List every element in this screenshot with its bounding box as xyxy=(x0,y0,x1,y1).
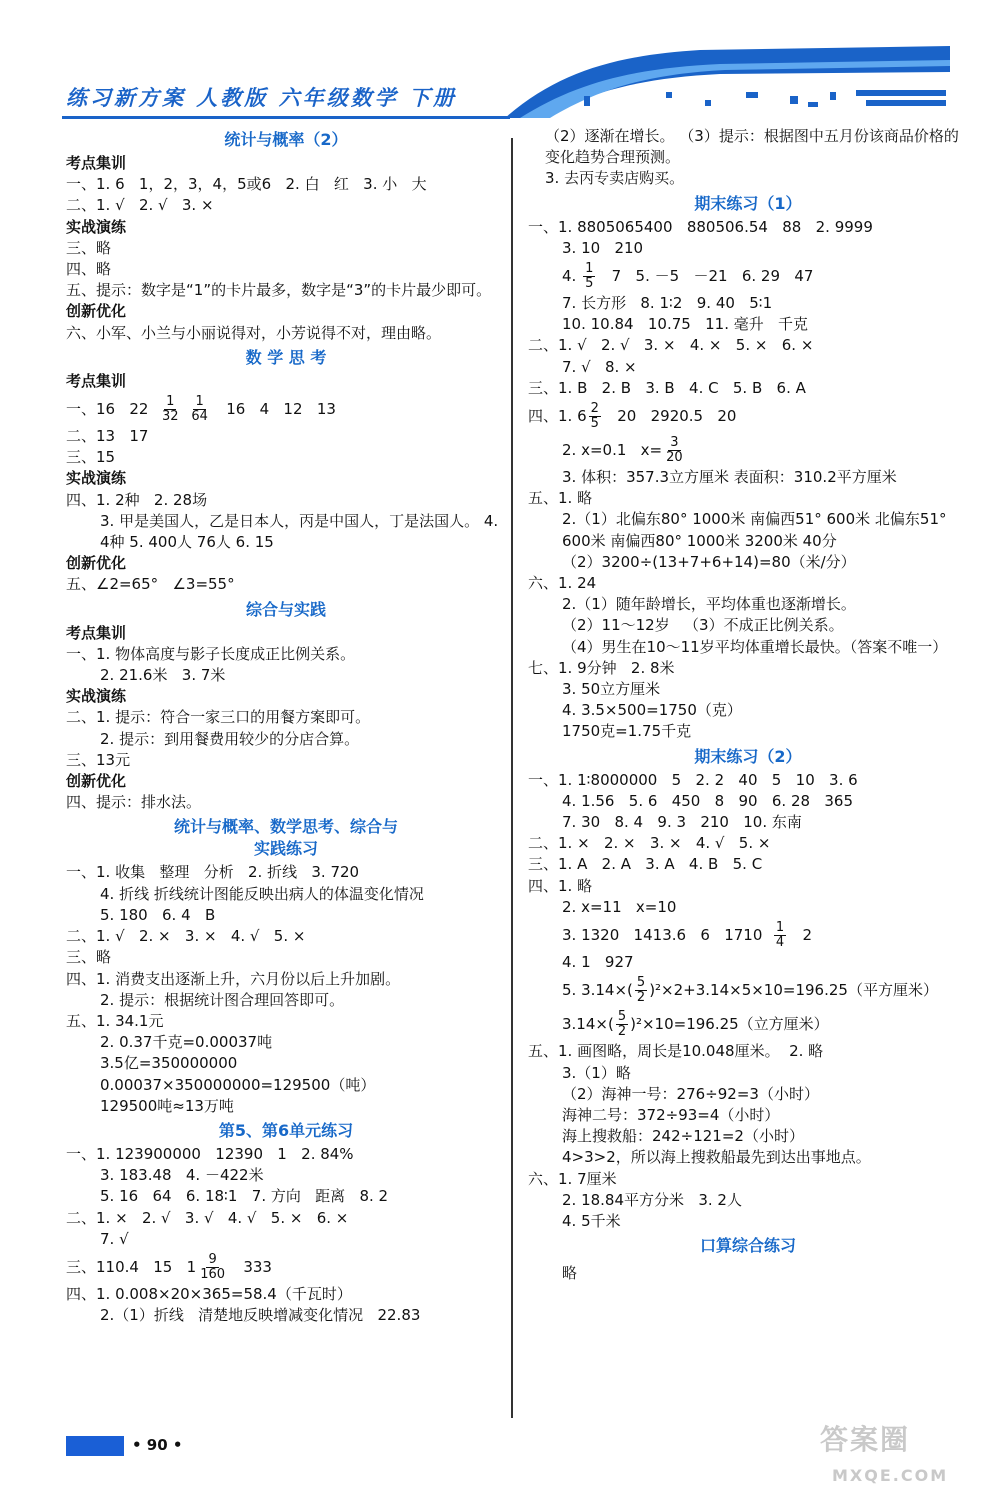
answer-line: 10. 10.84 10.75 11. 毫升 千克 xyxy=(562,315,809,334)
numerator: 5 xyxy=(636,975,646,991)
subsection-label: 考点集训 xyxy=(66,371,127,390)
fraction xyxy=(583,262,595,291)
answer-line: 3. 183.48 4. －422米 xyxy=(100,1166,264,1185)
answer-line: 3. 50立方厘米 xyxy=(562,680,661,699)
header-underline xyxy=(62,116,510,119)
answer-line: 略 xyxy=(562,1264,578,1283)
answer-line: （2）3200÷(13+7+6+14)=80（米/分） xyxy=(562,552,856,571)
answer-text: 3.14×( xyxy=(562,1015,614,1034)
page-number-bar xyxy=(66,1436,124,1456)
answer-line: 3. 甲是美国人，乙是日本人，丙是中国人，丁是法国人。 4. 4种 5. 400人 76人 6. 15 xyxy=(100,511,499,552)
numerator: 9 xyxy=(208,1251,217,1267)
answer-line: 0.00037×350000000=129500（吨） xyxy=(100,1075,376,1094)
answer-line: 7. 长方形 8. 1∶2 9. 40 5∶1 xyxy=(562,294,773,313)
answer-line: 2.（1）随年龄增长，平均体重也逐渐增长。 xyxy=(562,595,856,614)
answer-line: 六、1. 24 xyxy=(528,574,597,593)
denominator: 20 xyxy=(666,450,683,466)
answer-line: （2）11～12岁 （3）不成正比例关系。 xyxy=(562,616,844,635)
fraction xyxy=(635,976,647,1005)
book-series-title: 练习新方案 人教版 六年级数学 下册 xyxy=(66,85,457,110)
subsection-label: 创新优化 xyxy=(66,554,127,573)
right-column xyxy=(528,126,968,1284)
numerator: 1 xyxy=(775,920,785,936)
denominator: 2 xyxy=(617,1024,627,1040)
section-title: 期末练习（1） xyxy=(694,193,802,213)
answer-line: 3.（1）略 xyxy=(562,1063,631,1082)
denominator: 5 xyxy=(590,416,599,432)
section-title: 综合与实践 xyxy=(245,599,326,619)
answer-line: 7. √ 8. × xyxy=(562,357,637,376)
answer-text: )²×10=196.25（立方厘米） xyxy=(630,1015,829,1034)
answer-line: 2. 18.84平方分米 3. 2人 xyxy=(562,1190,742,1209)
answer-line: 一、1. 8805065400 880506.54 88 2. 9999 xyxy=(528,217,873,236)
numerator: 1 xyxy=(585,261,594,277)
answer-line: 六、1. 7厘米 xyxy=(528,1169,617,1188)
answer-text: 7 5. －5 －21 6. 29 47 xyxy=(597,267,814,286)
answer-line: 2. 21.6米 3. 7米 xyxy=(100,666,226,685)
answer-line: 七、1. 9分钟 2. 8米 xyxy=(528,658,675,677)
section-title-continued: 实践练习 xyxy=(253,839,318,859)
answer-line: 2.（1）折线 清楚地反映增减变化情况 22.83 xyxy=(100,1306,421,1325)
answer-text: 16 4 12 13 xyxy=(211,400,336,419)
subsection-label: 实战演练 xyxy=(66,687,127,706)
answer-line: 1750克=1.75千克 xyxy=(562,722,692,741)
subsection-label: 实战演练 xyxy=(66,469,127,488)
watermark-url: MXQE.COM xyxy=(832,1466,949,1485)
answer-line: 二、1. √ 2. × 3. × 4. √ 5. × xyxy=(66,927,306,946)
fraction xyxy=(160,395,181,424)
answer-line: 三、1. B 2. B 3. B 4. C 5. B 6. A xyxy=(528,378,806,397)
section-title: 数 学 思 考 xyxy=(245,347,327,367)
section-title: 第5、第6单元练习 xyxy=(218,1120,354,1140)
watermark-logo: 答案圈 xyxy=(820,1423,911,1456)
subsection-label: 创新优化 xyxy=(66,302,127,321)
answer-text: 四、1. 6 xyxy=(528,407,587,426)
left-column xyxy=(66,126,506,1326)
answer-line: 海神二号：372÷93=4（小时） xyxy=(562,1105,780,1124)
answer-line: 二、1. √ 2. √ 3. × xyxy=(66,196,214,215)
fraction xyxy=(198,1253,227,1282)
answer-text: 333 xyxy=(229,1257,272,1276)
subsection-label: 考点集训 xyxy=(66,623,127,642)
answer-line: 7. 30 8. 4 9. 3 210 10. 东南 xyxy=(562,813,802,832)
answer-line: 4. 1 927 xyxy=(562,953,634,972)
answer-line: 3.5亿=350000000 xyxy=(100,1054,238,1073)
answer-line: 五、1. 34.1元 xyxy=(66,1011,164,1030)
answer-line: 4. 1.56 5. 6 450 8 90 6. 28 365 xyxy=(562,791,853,810)
answer-line: 3. 体积：357.3立方厘米 表面积：310.2平方厘米 xyxy=(562,468,897,487)
answer-line: 五、1. 略 xyxy=(528,489,593,508)
denominator: 64 xyxy=(191,409,208,425)
subsection-label: 创新优化 xyxy=(66,772,127,791)
answer-line: 2. 0.37千克=0.00037吨 xyxy=(100,1033,273,1052)
answer-text: 2 xyxy=(788,926,813,945)
answer-line: 四、1. 0.008×20×365=58.4（千瓦时） xyxy=(66,1284,352,1303)
answer-line: 4. 5千米 xyxy=(562,1211,621,1230)
answer-line xyxy=(66,392,506,426)
answer-line: 二、1. 提示：符合一家三口的用餐方案即可。 xyxy=(66,708,371,727)
answer-text: 20 2920.5 20 xyxy=(602,407,737,426)
answer-line: 4>3>2，所以海上搜救船最先到达出事地点。 xyxy=(562,1148,871,1167)
answer-text: )²×2+3.14×5×10=196.25（平方厘米） xyxy=(649,981,938,1000)
denominator: 4 xyxy=(775,935,785,951)
answer-line: 二、1. √ 2. √ 3. × 4. × 5. × 6. × xyxy=(528,336,814,355)
page-number: • 90 • xyxy=(132,1436,183,1454)
answer-line: 3. 10 210 xyxy=(562,238,644,257)
denominator: 2 xyxy=(636,990,646,1006)
answer-line: 四、1. 消费支出逐渐上升，六月份以后上升加剧。 xyxy=(66,969,401,988)
answer-line xyxy=(528,918,968,952)
answer-line: 5. 16 64 6. 18∶1 7. 方向 距离 8. 2 xyxy=(100,1187,389,1206)
answer-line: （4）男生在10～11岁平均体重增长最快。（答案不唯一） xyxy=(562,637,948,656)
answer-line: 海上搜救船：242÷121=2（小时） xyxy=(562,1127,804,1146)
answer-line: 一、1. 1∶8000000 5 2. 2 40 5 10 3. 6 xyxy=(528,770,858,789)
answer-line: 三、13元 xyxy=(66,750,131,769)
section-title: 口算综合练习 xyxy=(699,1236,796,1256)
subsection-label: 考点集训 xyxy=(66,154,127,172)
answer-text: 2. x=0.1 x= xyxy=(562,441,663,460)
answer-line: 4. 折线 折线统计图能反映出病人的体温变化情况 xyxy=(100,884,424,903)
answer-line: 三、略 xyxy=(66,948,112,967)
answer-line: 2. 提示：到用餐费用较少的分店合算。 xyxy=(100,729,360,748)
section-title: 期末练习（2） xyxy=(694,746,802,766)
answer-line xyxy=(528,433,968,467)
subsection-label: 实战演练 xyxy=(66,217,127,236)
answer-line: （2）海神一号：276÷92=3（小时） xyxy=(562,1084,819,1103)
numerator: 3 xyxy=(670,435,679,451)
numerator: 2 xyxy=(590,401,599,417)
answer-line: 三、15 xyxy=(66,448,116,467)
column-divider xyxy=(511,138,513,1418)
answer-line: 3. 去丙专卖店购买。 xyxy=(545,169,685,188)
answer-line: 一、1. 6 1，2，3，4，5或6 2. 白 红 3. 小 大 xyxy=(66,175,427,194)
answer-text: 一、16 22 xyxy=(66,400,159,419)
answer-line xyxy=(528,399,968,433)
answer-line: 四、略 xyxy=(66,260,112,279)
answer-line: 一、1. 123900000 12390 1 2. 84% xyxy=(66,1144,354,1163)
answer-line: 2.（1）北偏东80° 1000米 南偏西51° 600米 北偏东51° 600米 南偏西80° 1000米 3200米 40分 xyxy=(562,510,947,550)
answer-line xyxy=(528,259,968,293)
answer-line: 一、1. 物体高度与影子长度成正比例关系。 xyxy=(66,644,356,663)
answer-text: 3. 1320 1413.6 6 1710 xyxy=(562,926,772,945)
fraction xyxy=(189,395,210,424)
answer-line: 四、提示：排水法。 xyxy=(66,793,202,812)
answer-line: 四、1. 略 xyxy=(528,876,593,895)
answer-text: 5. 3.14×( xyxy=(562,981,633,1000)
answer-line: 五、提示：数字是“1”的卡片最多，数字是“3”的卡片最少即可。 xyxy=(66,281,492,300)
answer-line: 7. √ xyxy=(100,1229,129,1248)
numerator: 1 xyxy=(166,394,175,410)
answer-line xyxy=(528,973,968,1007)
denominator: 160 xyxy=(200,1266,226,1282)
fraction xyxy=(774,921,786,950)
answer-line: 三、略 xyxy=(66,238,112,257)
answer-line: （2）逐渐在增长。 （3）提示：根据图中五月份该商品价格的变化趋势合理预测。 xyxy=(545,127,959,167)
answer-line: 四、1. 2种 2. 28场 xyxy=(66,490,208,509)
answer-line: 129500吨≈13万吨 xyxy=(100,1096,234,1115)
answer-line: 五、1. 画图略，周长是10.048厘米。 2. 略 xyxy=(528,1042,824,1061)
answer-line xyxy=(528,1007,968,1041)
answer-line: 5. 180 6. 4 B xyxy=(100,905,216,924)
answer-line: 4. 3.5×500=1750（克） xyxy=(562,701,742,720)
answer-text: 三、110.4 15 1 xyxy=(66,1257,197,1276)
fraction xyxy=(664,436,685,465)
section-title: 统计与概率、数学思考、综合与 xyxy=(173,817,398,837)
answer-line: 三、1. A 2. A 3. A 4. B 5. C xyxy=(528,855,763,874)
answer-line: 2. x=11 x=10 xyxy=(562,897,677,916)
fraction xyxy=(589,402,601,431)
numerator: 5 xyxy=(617,1009,627,1025)
page-header xyxy=(0,0,1000,130)
answer-line: 二、13 17 xyxy=(66,427,149,446)
answer-line: 五、∠2=65° ∠3=55° xyxy=(66,575,235,594)
answer-line xyxy=(66,1250,506,1284)
answer-text: 4. xyxy=(562,267,582,286)
answer-line: 二、1. × 2. × 3. × 4. √ 5. × xyxy=(528,834,771,853)
denominator: 32 xyxy=(162,409,179,425)
answer-line: 一、1. 收集 整理 分析 2. 折线 3. 720 xyxy=(66,863,360,882)
answer-line: 六、小军、小兰与小丽说得对，小芳说得不对，理由略。 xyxy=(66,323,442,342)
answer-line: 2. 提示：根据统计图合理回答即可。 xyxy=(100,990,345,1009)
numerator: 1 xyxy=(195,394,204,410)
answer-line: 二、1. × 2. √ 3. √ 4. √ 5. × 6. × xyxy=(66,1208,349,1227)
fraction xyxy=(616,1010,628,1039)
section-title: 统计与概率（2） xyxy=(224,130,348,149)
denominator: 5 xyxy=(585,276,594,292)
